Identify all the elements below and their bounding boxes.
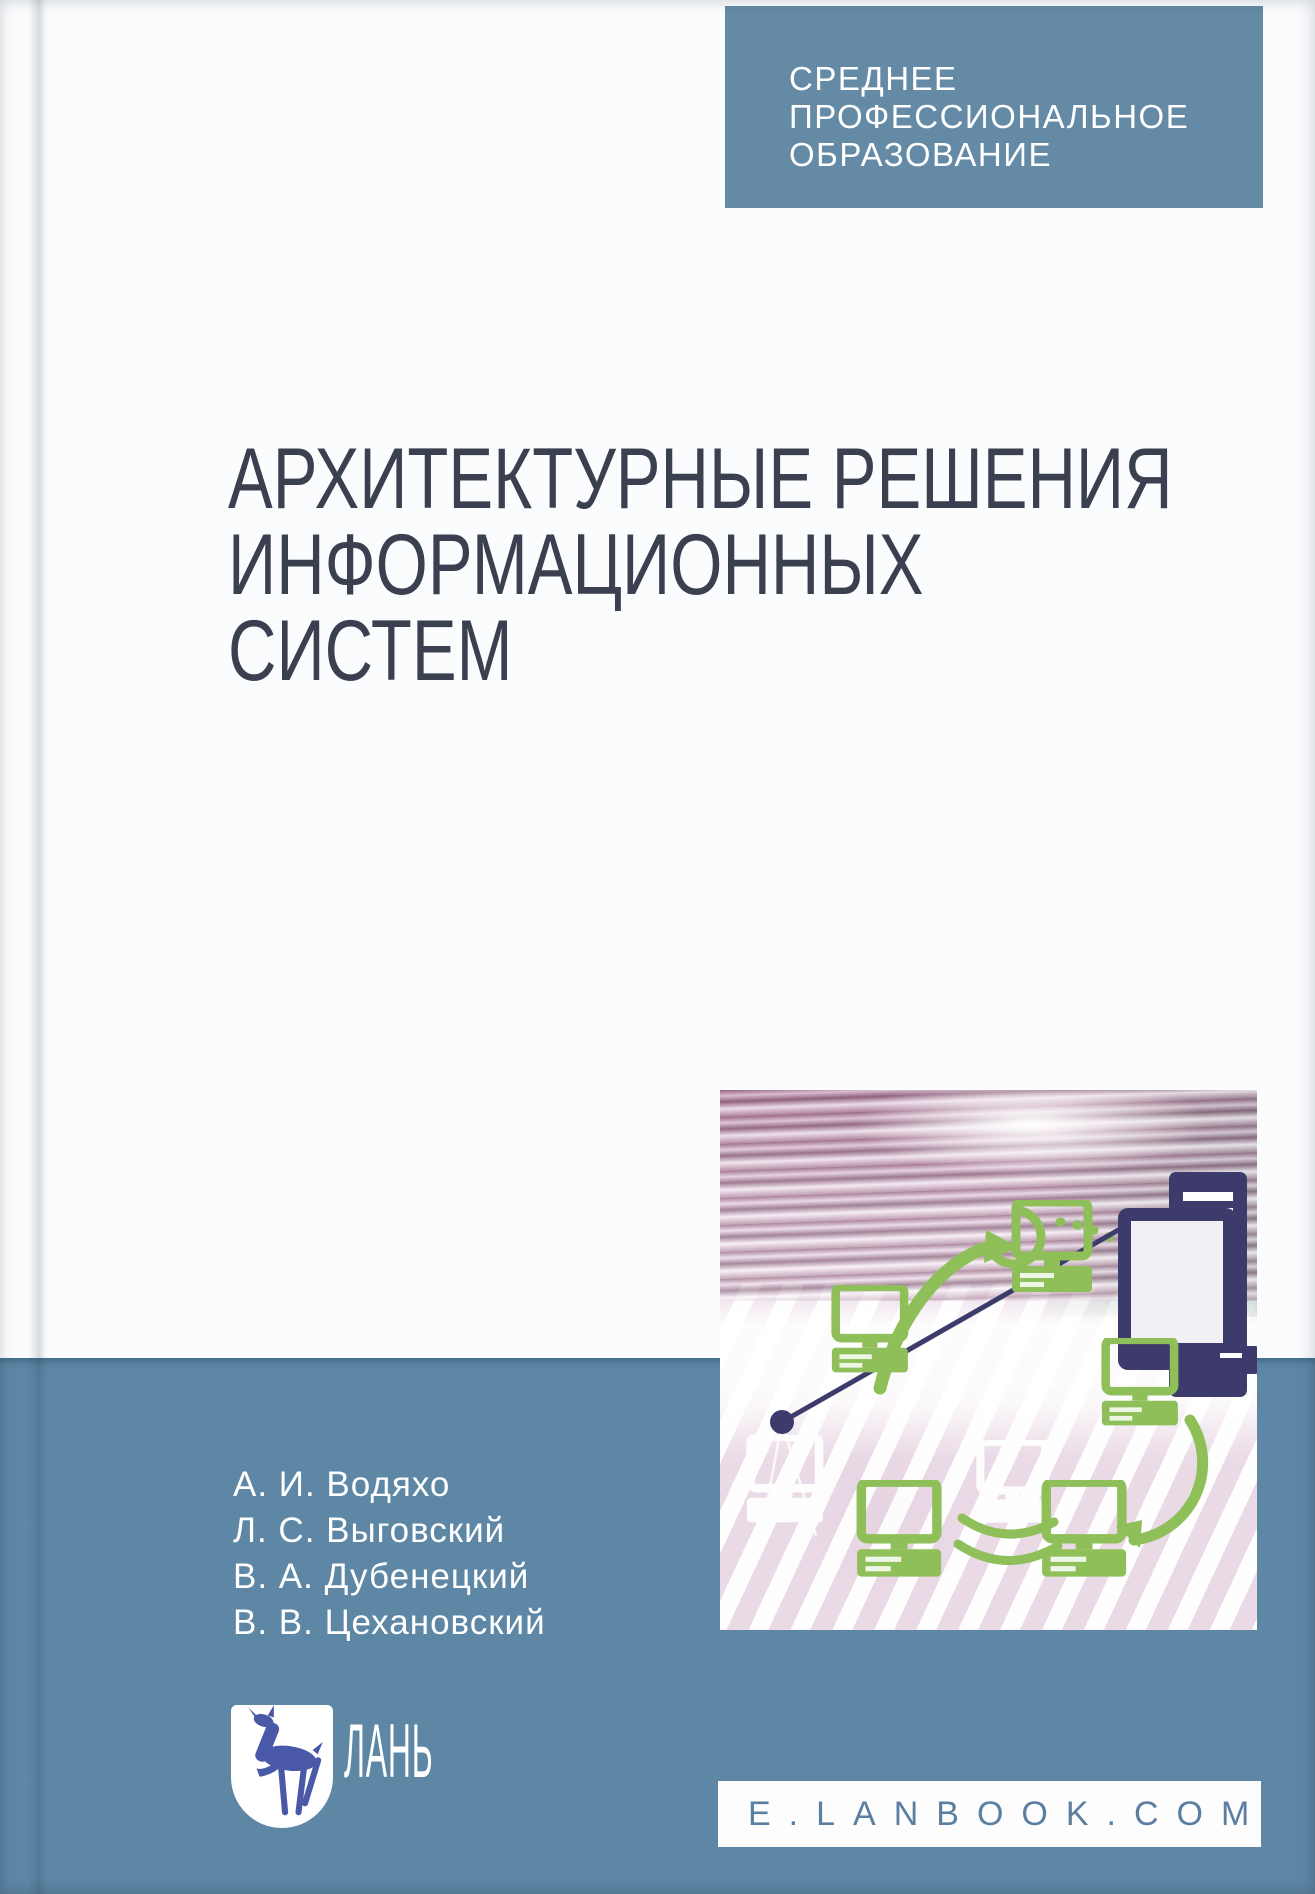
series-badge-line: ОБРАЗОВАНИЕ — [789, 136, 1052, 173]
website-url: E.LANBOOK.COM — [748, 1795, 1268, 1833]
authors-list — [233, 1462, 546, 1646]
cover-illustration — [720, 1090, 1257, 1630]
author-name: В. В. Цехановский — [233, 1603, 546, 1642]
series-badge-line: СРЕДНЕЕ — [789, 60, 958, 97]
author-name: Л. С. Выговский — [233, 1511, 506, 1550]
title-line: ИНФОРМАЦИОННЫХ — [228, 517, 924, 613]
series-badge-line: ПРОФЕССИОНАЛЬНОЕ — [789, 98, 1190, 135]
series-badge — [725, 6, 1263, 208]
publisher-logo-shield — [231, 1705, 333, 1828]
title-line: СИСТЕМ — [228, 603, 513, 699]
sync-arrows-icon — [1116, 1420, 1203, 1548]
deer-icon — [231, 1705, 333, 1828]
book-title — [228, 431, 1315, 699]
website-band — [718, 1781, 1268, 1847]
title-line: АРХИТЕКТУРНЫЕ РЕШЕНИЯ — [228, 431, 1173, 527]
publisher-name: ЛАНЬ — [344, 1709, 434, 1794]
author-name: В. А. Дубенецкий — [233, 1557, 530, 1596]
author-name: А. И. Водяхо — [233, 1465, 451, 1504]
network-illustration — [720, 1090, 1257, 1630]
desktop-computer-icon — [747, 1437, 1049, 1523]
